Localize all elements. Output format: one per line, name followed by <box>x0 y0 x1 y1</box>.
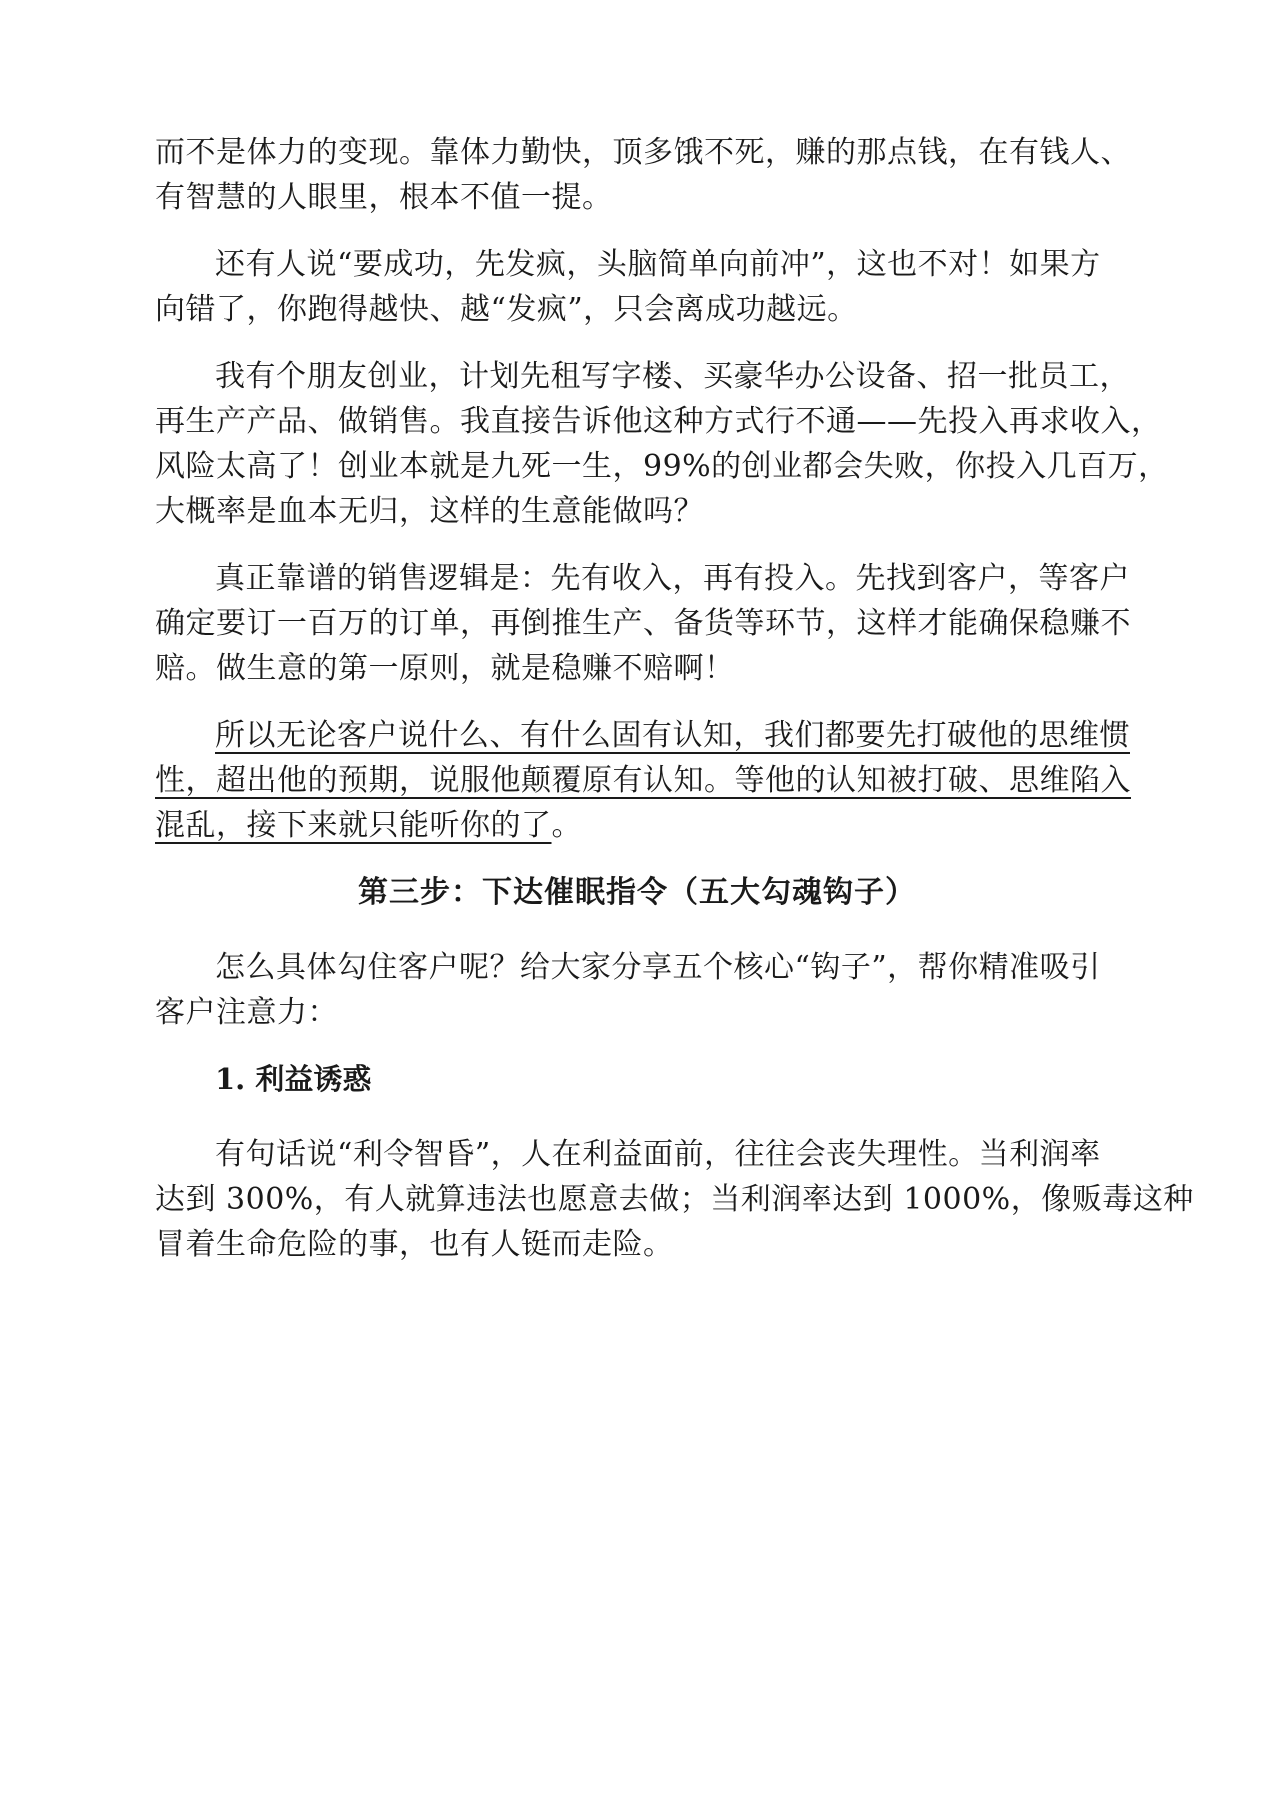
line-tail: 。 <box>551 808 582 843</box>
text-line: 确定要订一百万的订单，再倒推生产、备货等环节，这样才能确保稳赚不 <box>155 606 1131 641</box>
text-line: 我有个朋友创业，计划先租写字楼、买豪华办公设备、招一批员工， <box>215 359 1130 394</box>
text-line: 而不是体力的变现。靠体力勤快，顶多饿不死，赚的那点钱，在有钱人、 <box>155 135 1131 170</box>
text-line: 赔。做生意的第一原则，就是稳赚不赔啊！ <box>155 651 735 686</box>
paragraph-2 <box>155 242 1119 332</box>
text-line: 有智慧的人眼里，根本不值一提。 <box>155 180 613 215</box>
paragraph-1 <box>155 130 1131 220</box>
paragraph-4 <box>155 556 1131 691</box>
text-line: 还有人说“要成功，先发疯，头脑简单向前冲”，这也不对！如果方 <box>215 247 1101 282</box>
text-line <box>155 758 1131 803</box>
text-line: 再生产产品、做销售。我直接告诉他这种方式行不通——先投入再求收入， <box>155 404 1162 439</box>
text-line: 风险太高了！创业本就是九死一生，99%的创业都会失败，你投入几百万， <box>155 449 1169 484</box>
document-page <box>155 130 1194 1289</box>
intro-paragraph <box>155 945 1119 1035</box>
text-line: 冒着生命危险的事，也有人铤而走险。 <box>155 1227 674 1262</box>
text-line: 大概率是血本无归，这样的生意能做吗？ <box>155 494 704 529</box>
text-line: 客户注意力： <box>155 995 338 1030</box>
underlined-text: 性，超出他的预期，说服他颠覆原有认知。等他的认知被打破、思维陷入 <box>155 763 1131 798</box>
underlined-text: 混乱，接下来就只能听你的了 <box>155 808 552 843</box>
underlined-text: 所以无论客户说什么、有什么固有认知，我们都要先打破他的思维惯 <box>215 718 1130 753</box>
text-line <box>155 713 1130 758</box>
final-paragraph <box>155 1132 1194 1267</box>
paragraph-5-underlined <box>155 713 1131 848</box>
subheading: 1. 利益诱惑 <box>215 1062 372 1096</box>
text-line: 有句话说“利令智昏”，人在利益面前，往往会丧失理性。当利润率 <box>215 1137 1101 1172</box>
text-line <box>155 803 1119 848</box>
paragraph-3 <box>155 354 1169 534</box>
text-line: 向错了，你跑得越快、越“发疯”，只会离成功越远。 <box>155 292 858 327</box>
text-line: 怎么具体勾住客户呢？给大家分享五个核心“钩子”，帮你精准吸引 <box>215 950 1101 985</box>
section-heading: 第三步：下达催眠指令（五大勾魂钩子） <box>358 875 916 910</box>
text-line: 达到 300%，有人就算违法也愿意去做；当利润率达到 1000%，像贩毒这种 <box>155 1182 1194 1217</box>
text-line: 真正靠谱的销售逻辑是：先有收入，再有投入。先找到客户，等客户 <box>215 561 1130 596</box>
